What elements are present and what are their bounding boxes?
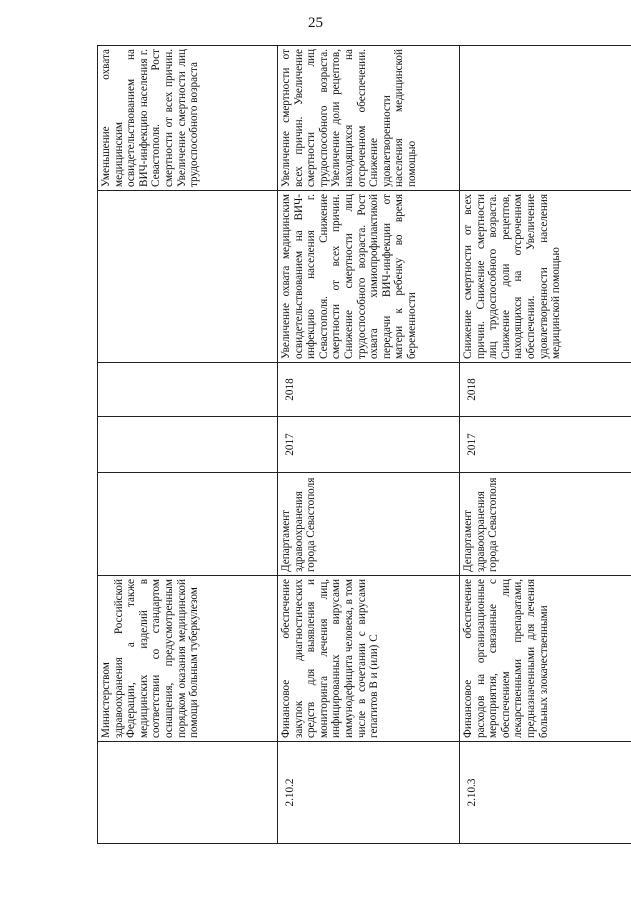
cell-executor (98, 473, 278, 576)
cell-direct-result: Снижение смертности от всех причин. Снижение смертности лиц трудоспособного возраста. Снижение доли рецептов, находящихся на отсроченном обеспечении. Увеличение удовлетворенности населения медицинской помощью (460, 191, 631, 363)
table-row (278, 46, 460, 844)
table-row (460, 46, 631, 844)
cell-measure: Финансовое обеспечение закупок диагностических средств для выявления и мониторинга лечения лиц, инфицированных вирусами иммунодефицита человека, в том числе в сочетании с вирусами гепатитов В и (или) С (278, 576, 460, 742)
cell-end-year: 2018 (278, 363, 460, 417)
cell-direct-result (98, 191, 278, 363)
rotated-table-wrapper (97, 46, 612, 844)
cell-end-year: 2018 (460, 363, 631, 417)
cell-start-year (98, 417, 278, 473)
cell-number: 2.10.2 (278, 742, 460, 844)
cell-measure: Министерством здравоохранения Российской Федерации, а также медицинских изделий в соответствии со стандартом оснащения, предусмотренным порядком оказания медицинской помощи больным туберкулезом (98, 576, 278, 742)
cell-executor: Департамент здравоохранения города Севастополя (278, 473, 460, 576)
cell-effect (460, 46, 631, 191)
cell-number: 2.10.3 (460, 742, 631, 844)
cell-number (98, 742, 278, 844)
cell-start-year: 2017 (460, 417, 631, 473)
measures-table (97, 45, 631, 844)
page-number: 25 (308, 15, 323, 31)
cell-measure: Финансовое обеспечение расходов на организационные мероприятия, связанные с обеспечением лиц лекарственными препаратами, предназначенными для лечения больных злокачественными (460, 576, 631, 742)
cell-executor: Департамент здравоохранения города Севастополя (460, 473, 631, 576)
cell-effect: Уменьшение охвата медицинским освидетельствованием на ВИЧ-инфекцию населения г. Севастополя. Рост смертности от всех причин. Увеличение смертности лиц трудоспособного возраста (98, 46, 278, 191)
cell-direct-result: Увеличение охвата медицинским освидетельствованием на ВИЧ-инфекцию населения г. Севастополя. Снижение смертности от всех причин. Снижение смертности лиц трудоспособного возраста. Рост охвата химиопрофилактикой передачи ВИЧ-инфекции от матери к ребенку во время беременности (278, 191, 460, 363)
table-row (98, 46, 278, 844)
cell-start-year: 2017 (278, 417, 460, 473)
cell-end-year (98, 363, 278, 417)
cell-effect: Увеличение смертности от всех причин. Увеличение смертности лиц трудоспособного возраста. Увеличение доли рецептов, находящихся на отсроченном обеспечении. Снижение удовлетворенности населения медицинской помощью (278, 46, 460, 191)
